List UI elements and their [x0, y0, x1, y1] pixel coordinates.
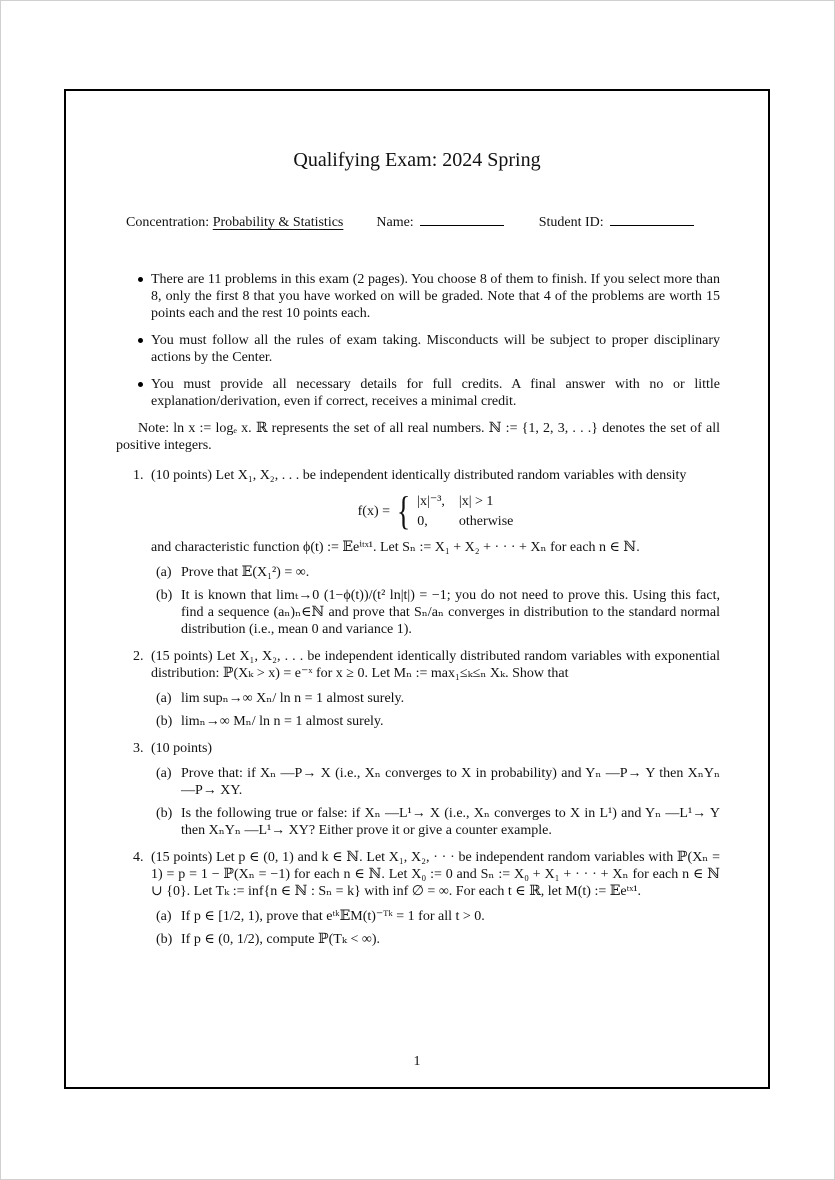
exam-title: Qualifying Exam: 2024 Spring [293, 149, 541, 171]
subpart-label: (b) [156, 806, 173, 821]
subpart-label: (b) [156, 932, 173, 947]
subpart [151, 931, 720, 948]
problem-1 [116, 467, 720, 638]
problem-intro: (15 points) Let p ∈ (0, 1) and k ∈ ℕ. Let X₁, X₂, · · · be independent random variables with ℙ(Xₙ = 1) = p = 1 − ℙ(Xₙ = −1) for each n ∈ ℕ. Let X₀ := 0 and Sₙ := X₀ + X₁ + · · · + Xₙ for each n ∈ ℕ ∪ {0}. Let Tₖ := inf{n ∈ ℕ : Sₙ = k} with inf ∅ = ∞. For each t ∈ ℝ, let M(t) := 𝔼eᵗˣ¹. [151, 850, 720, 899]
rule-item: There are 11 problems in this exam (2 pages). You choose 8 of them to finish. If you select more than 8, only the first 8 that you have worked on will be graded. Note that 4 of the problems are worth 15 points each and the rest 10 points each. [116, 271, 720, 322]
concentration-label: Concentration: [126, 215, 210, 230]
exam-frame [64, 89, 770, 1089]
subpart-text: It is known that limₜ→0 (1−ϕ(t))/(t² ln|t|) = −1; you do not need to prove this. Using this fact, find a sequence (aₙ)ₙ∈ℕ and prove that Sₙ/aₙ converges in distribution to the standard normal distribution (i.e., mean 0 and variance 1). [181, 588, 720, 637]
subpart-text: limₙ→∞ Mₙ/ ln n = 1 almost surely. [181, 714, 384, 729]
subpart-label: (b) [156, 588, 173, 603]
subpart-label: (a) [156, 565, 172, 580]
subpart-text: Is the following true or false: if Xₙ —L¹→ X (i.e., Xₙ converges to X in L¹) and Yₙ —L¹→ Y then XₙYₙ —L¹→ XY? Either prove it or give a counter example. [181, 806, 720, 838]
rule-item: You must follow all the rules of exam taking. Misconducts will be subject to proper disciplinary actions by the Center. [116, 332, 720, 366]
subpart [151, 908, 720, 925]
exam-meta-row [126, 213, 694, 231]
problem-number: 4. [133, 850, 144, 865]
page-number: 1 [413, 1054, 421, 1069]
subpart-text: Prove that: if Xₙ —P→ X (i.e., Xₙ converges to X in probability) and Yₙ —P→ Y then XₙYₙ —P→ XY. [181, 766, 720, 798]
problem-intro: (10 points) Let X₁, X₂, . . . be independent identically distributed random variables with density [151, 468, 687, 483]
problem-4 [116, 849, 720, 948]
problem-3 [116, 740, 720, 839]
student-id-label: Student ID: [538, 215, 604, 230]
case-value: |x|⁻³, [417, 493, 445, 509]
subpart-list [151, 690, 720, 730]
case-value: 0, [417, 513, 428, 529]
problem-text: and characteristic function ϕ(t) := 𝔼eⁱᵗˣ¹. Let Sₙ := X₁ + X₂ + · · · + Xₙ for each n ∈ ℕ. [151, 540, 640, 555]
subpart-list [151, 908, 720, 948]
name-field[interactable] [420, 213, 504, 226]
case-condition: otherwise [458, 513, 514, 529]
problem-number: 1. [133, 468, 144, 483]
problem-2 [116, 648, 720, 730]
student-id-field[interactable] [610, 213, 694, 226]
subpart [151, 564, 720, 581]
brace-glyph: { [396, 488, 411, 533]
subpart-label: (b) [156, 714, 173, 729]
subpart [151, 765, 720, 799]
formula-cases [417, 493, 513, 530]
concentration-value: Probability & Statistics [212, 215, 344, 230]
subpart-label: (a) [156, 691, 172, 706]
notation-note: Note: ln x := logₑ x. ℝ represents the set of all real numbers. ℕ := {1, 2, 3, . . .} denotes the set of all positive integers. [116, 421, 720, 453]
problem-intro: (10 points) [151, 741, 213, 756]
problem-intro: (15 points) Let X₁, X₂, . . . be independent identically distributed random variables with exponential distribution: ℙ(Xₖ > x) = e⁻ˣ for x ≥ 0. Let Mₙ := max₁≤ₖ≤ₙ Xₖ. Show that [151, 649, 720, 681]
formula-lhs: f(x) = [357, 503, 391, 519]
subpart-list [151, 564, 720, 638]
subpart-text: If p ∈ [1/2, 1), prove that eᵗᵏ𝔼M(t)⁻ᵀᵏ = 1 for all t > 0. [181, 909, 485, 924]
subpart-list [151, 765, 720, 839]
name-label: Name: [376, 215, 414, 230]
subpart-text: Prove that 𝔼(X₁²) = ∞. [181, 565, 310, 580]
problem-number: 2. [133, 649, 144, 664]
problem-number: 3. [133, 741, 144, 756]
subpart-label: (a) [156, 766, 172, 781]
subpart [151, 690, 720, 707]
subpart [151, 805, 720, 839]
subpart [151, 713, 720, 730]
density-formula [151, 488, 720, 533]
rules-list [116, 271, 720, 410]
exam-content [116, 271, 720, 958]
subpart-text: lim supₙ→∞ Xₙ/ ln n = 1 almost surely. [181, 691, 405, 706]
case-condition: |x| > 1 [458, 493, 494, 509]
subpart [151, 587, 720, 638]
problem-list [116, 467, 720, 948]
rule-item: You must provide all necessary details for full credits. A final answer with no or little explanation/derivation, even if correct, receives a minimal credit. [116, 376, 720, 410]
subpart-label: (a) [156, 909, 172, 924]
subpart-text: If p ∈ (0, 1/2), compute ℙ(Tₖ < ∞). [181, 932, 380, 947]
